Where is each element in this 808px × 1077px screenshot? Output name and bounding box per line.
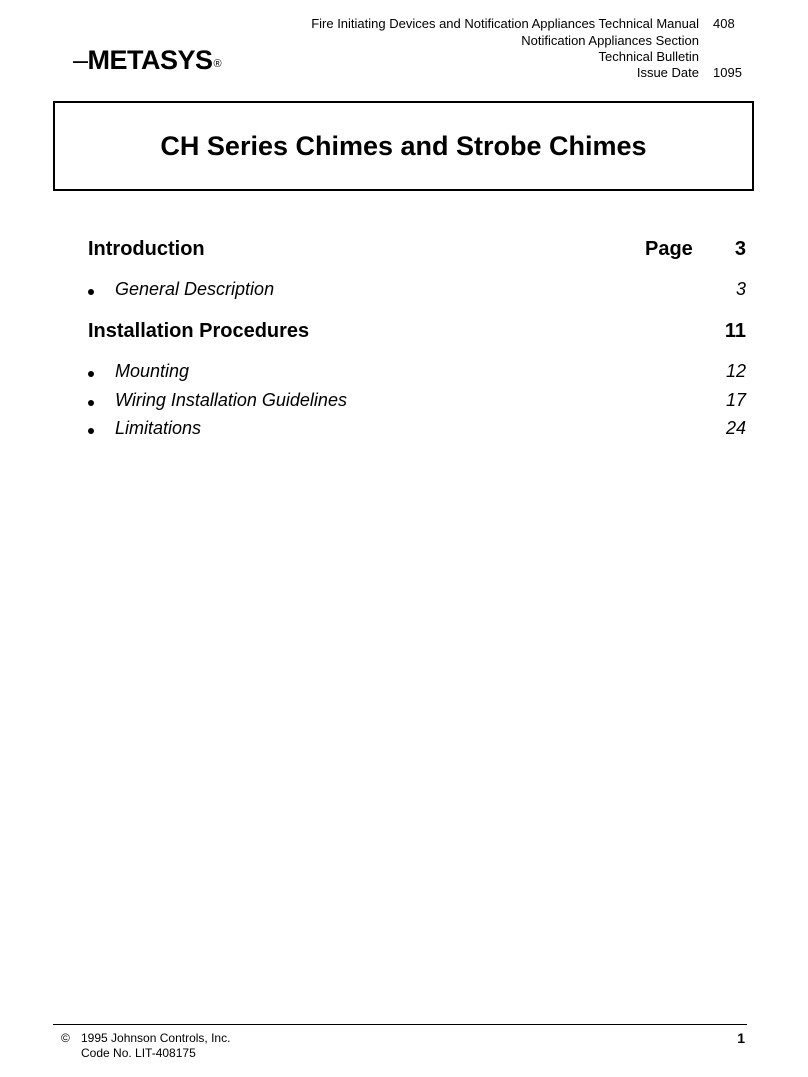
footer-copyright: 1995 Johnson Controls, Inc. bbox=[81, 1031, 231, 1045]
header-issue-date-label: Issue Date bbox=[636, 65, 699, 80]
footer-code: Code No. LIT-408175 bbox=[81, 1046, 196, 1060]
logo-text: METASYS bbox=[87, 45, 213, 75]
toc-item-label: Mounting bbox=[115, 361, 190, 381]
page-number: 1 bbox=[737, 1030, 745, 1046]
footer-divider bbox=[53, 1024, 747, 1025]
header-doc-type: Technical Bulletin bbox=[598, 49, 699, 64]
title-box bbox=[53, 101, 754, 191]
header-manual-title: Fire Initiating Devices and Notification Appliances Technical Manual bbox=[311, 16, 699, 31]
toc-item-page: 12 bbox=[725, 361, 746, 381]
toc-item-label: Limitations bbox=[115, 418, 202, 438]
toc-section-page: 11 bbox=[724, 320, 746, 342]
header-section: Notification Appliances Section bbox=[521, 33, 699, 48]
document-title: CH Series Chimes and Strobe Chimes bbox=[160, 130, 647, 161]
logo-dash: – bbox=[73, 45, 88, 75]
registered-mark: ® bbox=[213, 58, 222, 70]
toc-section-page: 3 bbox=[734, 238, 746, 260]
bullet-icon bbox=[88, 400, 94, 406]
toc-item-page: 24 bbox=[725, 418, 746, 438]
bullet-icon bbox=[88, 371, 94, 377]
toc-section-heading: Introduction bbox=[88, 238, 205, 260]
toc-section-heading: Installation Procedures bbox=[88, 320, 310, 342]
toc-item-label: Wiring Installation Guidelines bbox=[115, 390, 347, 410]
bullet-icon bbox=[88, 428, 94, 434]
header-issue-date-value: 1095 bbox=[713, 65, 742, 80]
toc-item-page: 17 bbox=[725, 390, 746, 410]
copyright-icon: © bbox=[61, 1031, 70, 1045]
metasys-logo bbox=[73, 44, 221, 76]
toc-item-label: General Description bbox=[115, 279, 275, 299]
toc-page-label: Page bbox=[645, 238, 693, 260]
header-manual-number: 408 bbox=[713, 16, 735, 31]
toc-item-page: 3 bbox=[735, 279, 746, 299]
bullet-icon bbox=[88, 289, 94, 295]
